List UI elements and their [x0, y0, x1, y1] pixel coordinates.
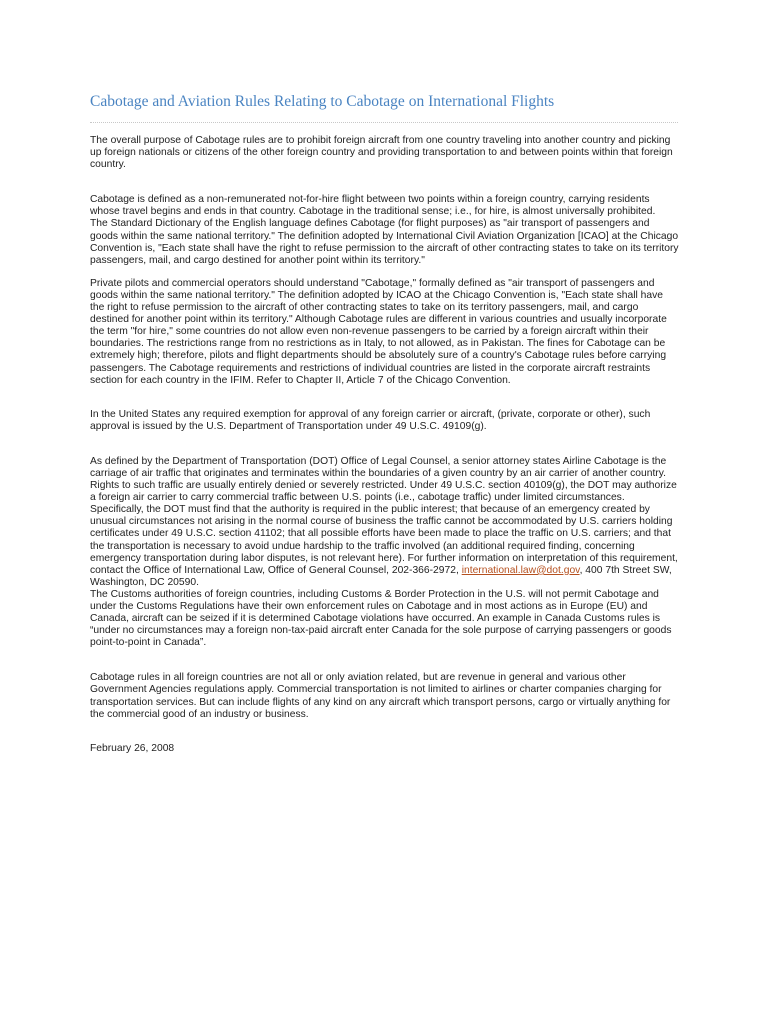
dot-counsel-address: , 400 7th Street SW, Washington, DC 20590. [90, 564, 672, 588]
title-divider [90, 122, 678, 123]
paragraph-dictionary: The Standard Dictionary of the English language defines Cabotage (for flight purposes) as "air transport of passengers and goods within the same national territory." The definition adopted by International Civil Aviation Organization [ICAO] at the Chicago Convention is, "Each state shall have the right to refuse permission to the aircraft of other contracting states to take on its territory passengers, mail, and cargo destined for another point within its territory." [90, 218, 679, 266]
document-title: Cabotage and Aviation Rules Relating to Cabotage on International Flights [90, 93, 555, 110]
document-date: February 26, 2008 [90, 742, 175, 754]
paragraph-definition: Cabotage is defined as a non-remunerated not-for-hire flight between two points within a foreign country, carrying residents whose travel begins and ends in that country. Cabotage in the traditional sense; i.e., for hire, is almost universally prohibited. [90, 194, 656, 218]
paragraph-us-exemption: In the United States any required exemption for approval of any foreign carrier or aircraft, (private, corporate or other), such approval is issued by the U.S. Department of Transportation under 49 U.S.C. 49109(g). [90, 408, 651, 432]
paragraph-pilots: Private pilots and commercial operators should understand "Cabotage," formally defined as "air transport of passengers and goods within the same national territory." The definition adopted by ICAO at the Chicago Convention is, "Each state shall have the right to refuse permission to the aircraft of other contracting states to take on its territory passengers, mail, and cargo destined for another point within its territory." Although Cabotage rules are different in various countries and usually incorporate the term "for hire," some countries do not allow even non-revenue passengers to be carried by a foreign aircraft within their boundaries. The restrictions range from no restrictions as in Italy, to not allowed, as in Pakistan. The fines for Cabotage can be extremely high; therefore, pilots and flight departments should be absolutely sure of a country's Cabotage rules before carrying passengers. The Cabotage requirements and restrictions of individual countries are listed in the corporate aircraft restraints section for each country in the IFIM. Refer to Chapter II, Article 7 of the Chicago Convention. [90, 277, 667, 386]
paragraph-customs: The Customs authorities of foreign countries, including Customs & Border Protection in the U.S. will not permit Cabotage and under the Customs Regulations have their own enforcement rules on Cabotage and in most actions as in Europe (EU) and Canada, aircraft can be seized if it is determined Cabotage violations have occurred. An example in Canada Customs rules is “under no circumstances may a foreign non-tax-paid aircraft enter Canada for the sole purpose of carrying passengers or goods point-to-point in Canada”. [90, 588, 672, 649]
email-link[interactable]: international.law@dot.gov [461, 564, 580, 576]
paragraph-dot-counsel [90, 456, 680, 589]
paragraph-revenue: Cabotage rules in all foreign countries are not all or only aviation related, but are revenue in general and various other Government Agencies regulations apply. Commercial transportation is not limited to airlines or charter companies charging for transportation services. But can include flights of any kind on any aircraft which transport persons, cargo or virtually anything for the commercial good of an industry or business. [90, 672, 671, 720]
paragraph-purpose: The overall purpose of Cabotage rules are to prohibit foreign aircraft from one country traveling into another country and picking up foreign nationals or citizens of the other foreign country and providing transportation to and between points within that foreign country. [90, 135, 673, 171]
document-body [90, 135, 680, 755]
dot-counsel-text: As defined by the Department of Transportation (DOT) Office of Legal Counsel, a senior attorney states Airline Cabotage is the carriage of air traffic that originates and terminates within the boundaries of a given country by an air carrier of another country. Rights to such traffic are usually entirely denied or severely restricted. Under 49 U.S.C. section 40109(g), the DOT may authorize a foreign air carrier to carry commercial traffic between U.S. points (i.e., cabotage traffic) under limited circumstances. Specifically, the DOT must find that the authority is required in the public interest; that because of an emergency created by unusual circumstances not arising in the normal course of business the traffic cannot be accommodated by U.S. carriers holding certificates under 49 U.S.C. section 41102; that all possible efforts have been made to place the traffic on U.S. carriers; and that the transportation is necessary to avoid undue hardship to the traffic involved (an additional required finding, concerning emergency transportation during labor disputes, is not relevant here). For further information on interpretation of this requirement, contact the Office of International Law, Office of General Counsel, 202-366-2972, [90, 455, 678, 576]
